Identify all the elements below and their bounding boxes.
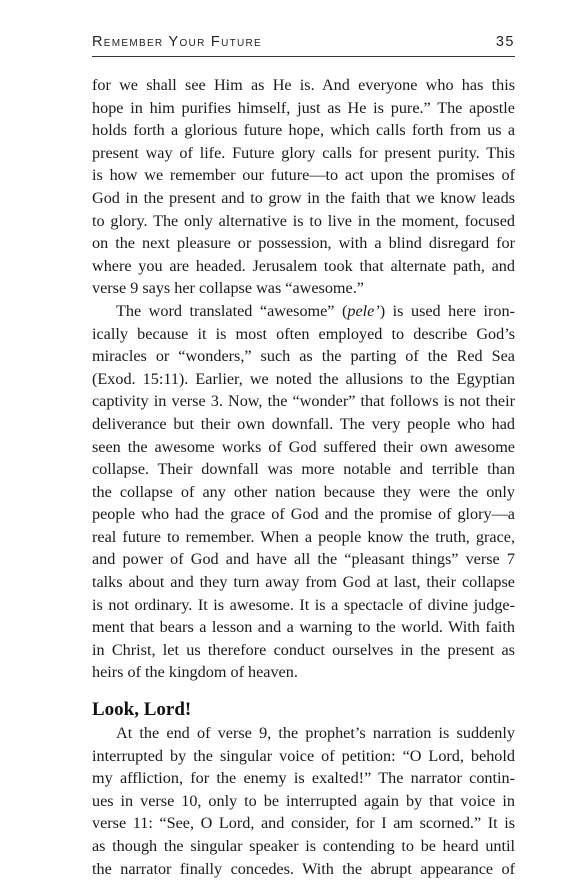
text-line: hope in him purifies himself, just as He is pure.” The apostle: [92, 98, 515, 117]
text-line: is not ordinary. It is awesome. It is a spectacle of divine judge-: [92, 595, 515, 614]
text-line: deliverance but their own downfall. The very people who had: [92, 414, 515, 433]
text-line: ues in verse 10, only to be interrupted again by that voice in: [92, 791, 515, 810]
page-number: 35: [495, 34, 515, 50]
header-rule: [92, 56, 515, 57]
text-line: seen the awesome works of God suffered their own awesome: [92, 437, 515, 456]
paragraph: [92, 300, 515, 684]
text-line: ically because it is most often employed to describe God’s: [92, 324, 515, 343]
text-line: verse 11: “See, O Lord, and consider, for I am scorned.” It is: [92, 814, 515, 833]
text-line: to glory. The only alternative is to live in the moment, focused: [92, 211, 515, 230]
text-line: as though the singular speaker is contending to be heard until: [92, 837, 515, 855]
text-line: my affliction, for the enemy is exalted!” The narrator contin-: [92, 769, 515, 788]
text-line: on the next pleasure or possession, with a blind disregard for: [92, 234, 515, 253]
text-line: holds forth a glorious future hope, which calls forth from us a: [92, 121, 515, 140]
text-line: real future to remember. When a people know the truth, grace,: [92, 527, 515, 546]
text-line: God in the present and to grow in the faith that we know leads: [92, 188, 515, 207]
text-span: The word translated “awesome” (: [116, 301, 348, 320]
text-line: the collapse of any other nation because they were the only: [92, 482, 515, 501]
text-line: interrupted by the singular voice of petition: “O Lord, behold: [92, 746, 515, 765]
text-line: At the end of verse 9, the prophet’s narration is suddenly: [116, 724, 515, 743]
text-line: [92, 300, 515, 323]
text-line: talks about and they turn away from God at last, their collapse: [92, 573, 515, 592]
text-line: captivity in verse 3. Now, the “wonder” that follows is not their: [92, 392, 515, 411]
text-line: the narrator finally concedes. With the abrupt appearance of: [92, 859, 515, 878]
text-line: ment that bears a lesson and a warning to the world. With faith: [92, 618, 515, 637]
text-line: where you are headed. Jerusalem took that alternate path, and: [92, 256, 515, 275]
text-line: for we shall see Him as He is. And everyone who has this: [92, 76, 515, 94]
body-text: [92, 74, 515, 880]
text-line: verse 9 says her collapse was “awesome.”: [92, 279, 364, 298]
paragraph: [92, 74, 515, 300]
text-line: and power of God and have all the “pleasant things” verse 7: [92, 550, 515, 569]
text-line: in Christ, let us therefore conduct ourselves in the present as: [92, 640, 515, 659]
hebrew-term: pele’: [347, 301, 380, 320]
text-line: collapse. Their downfall was more notable and terrible than: [92, 460, 515, 479]
text-line: present way of life. Future glory calls for present purity. This: [92, 143, 515, 162]
running-title: Remember Your Future: [92, 34, 263, 50]
text-span: ) is used here iron-: [379, 301, 515, 320]
text-line: is how we remember our future—to act upon the promises of: [92, 166, 515, 185]
running-head: [92, 34, 515, 54]
paragraph: [92, 722, 515, 880]
text-line: (Exod. 15:11). Earlier, we noted the allusions to the Egyptian: [92, 369, 515, 388]
text-line: people who had the grace of God and the promise of glory—a: [92, 505, 515, 524]
text-line: heirs of the kingdom of heaven.: [92, 663, 298, 682]
section-heading: Look, Lord!: [92, 699, 192, 721]
text-line: miracles or “wonders,” such as the parting of the Red Sea: [92, 347, 515, 366]
